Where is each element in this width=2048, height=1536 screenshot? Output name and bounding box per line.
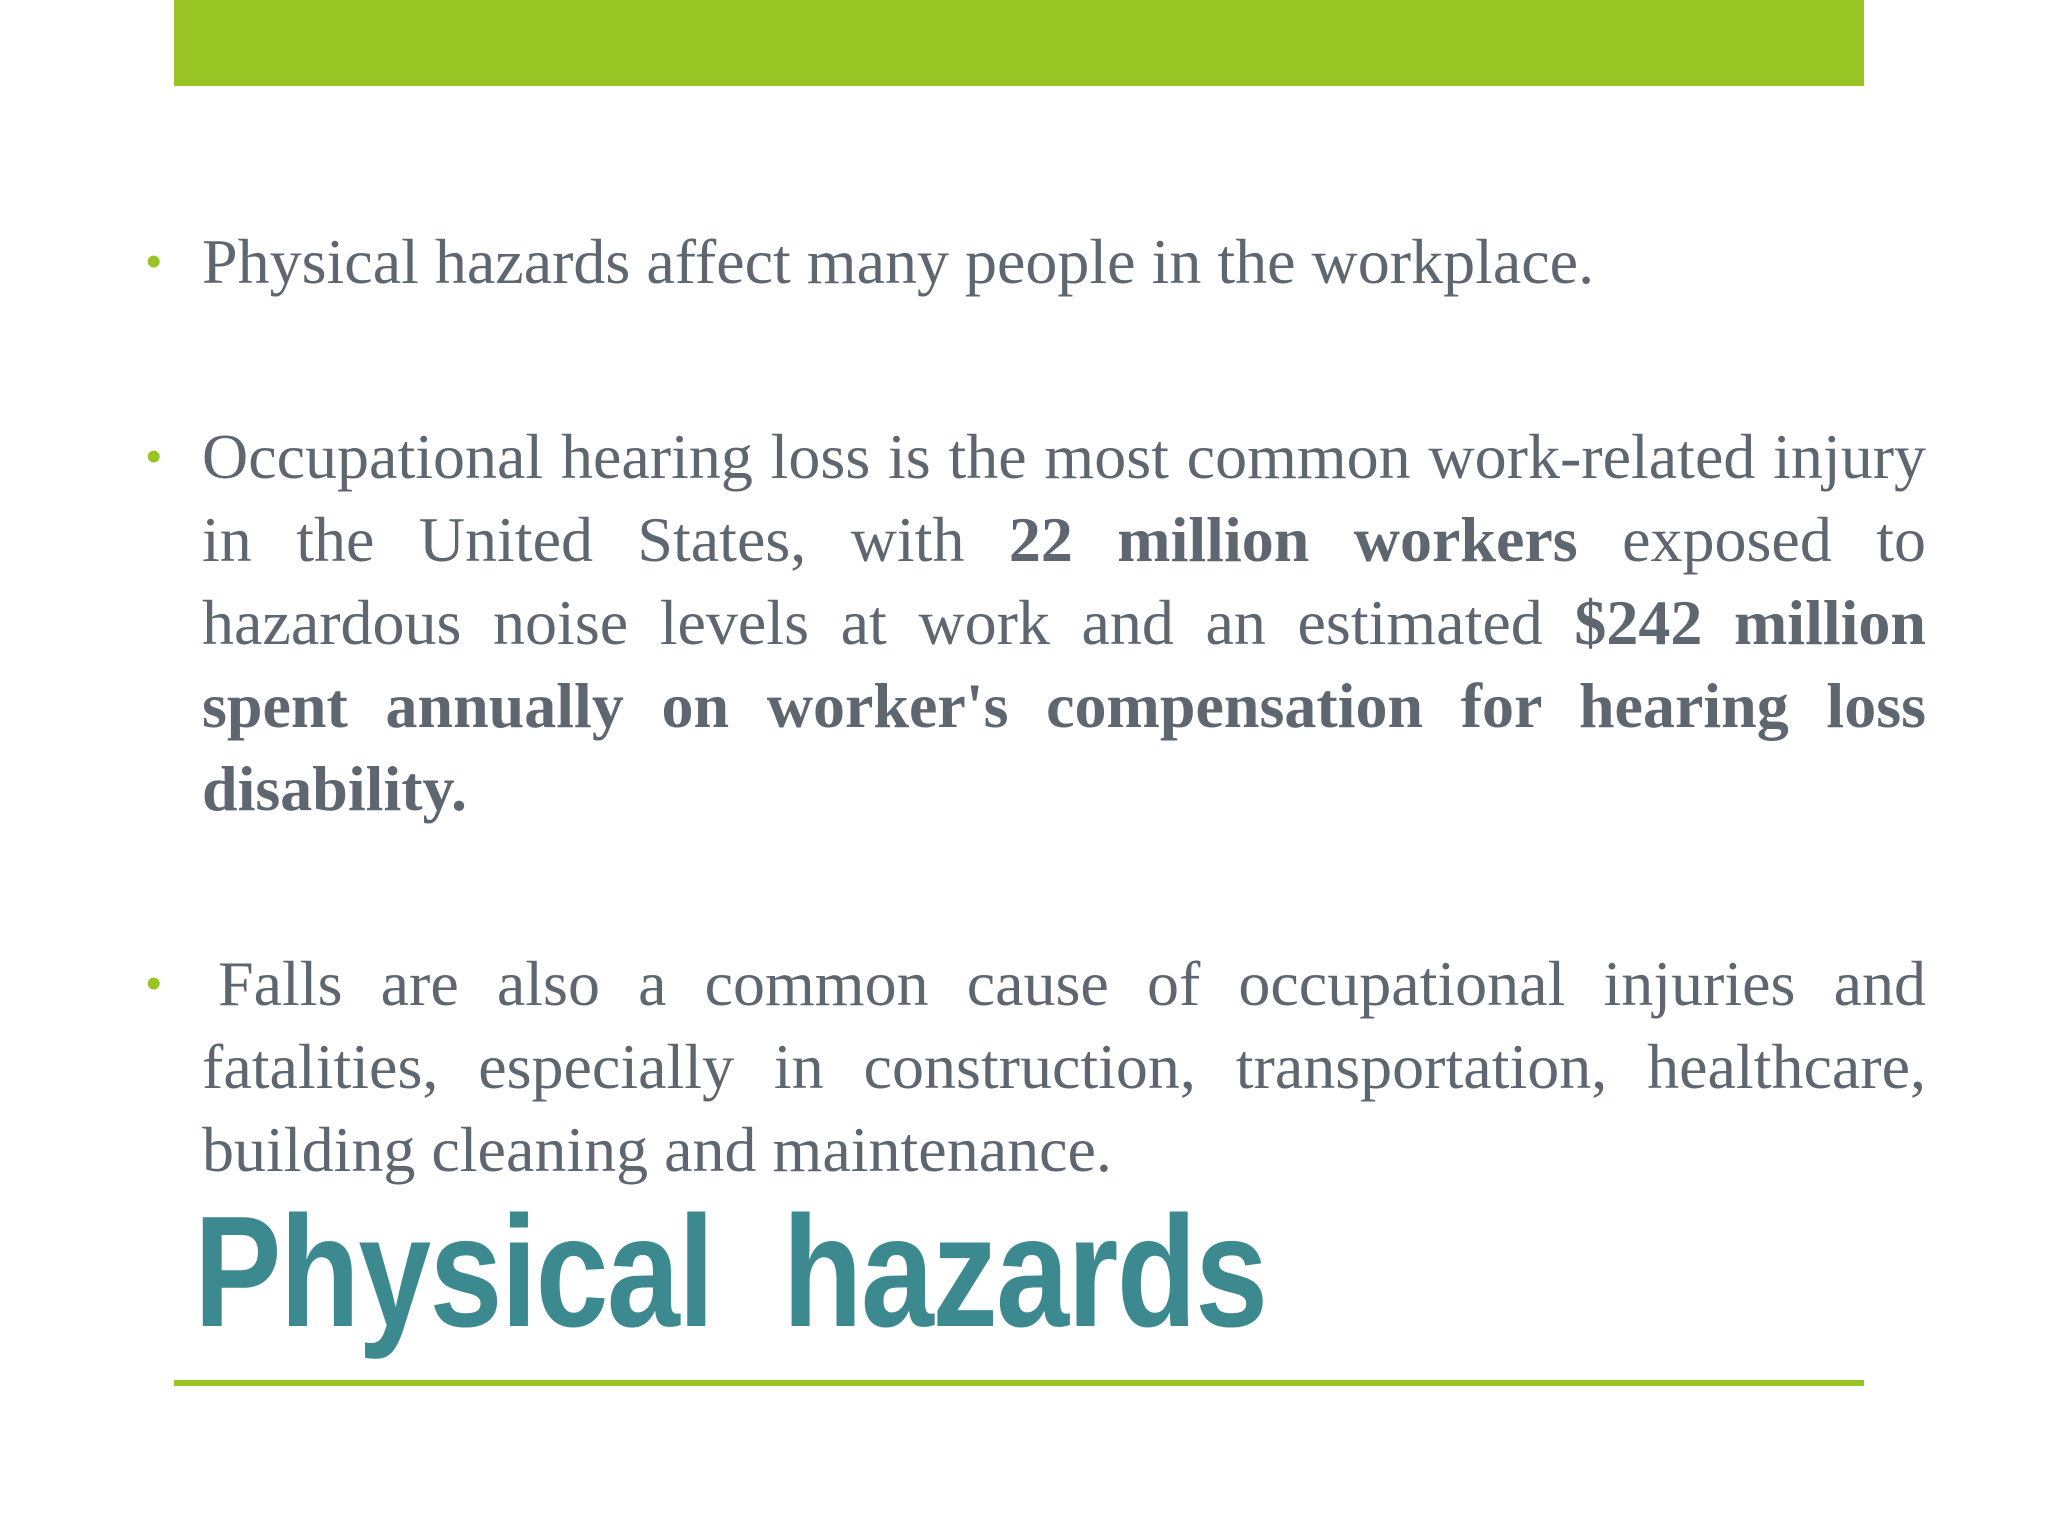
bullet-1-text: Physical hazards affect many people in the workplace. xyxy=(202,226,1595,297)
bullet-icon: • xyxy=(146,432,162,481)
bullet-item-2 xyxy=(140,415,1926,830)
bullet-2-text xyxy=(202,415,1926,830)
bullet-icon: • xyxy=(146,237,162,286)
bullet-icon: • xyxy=(146,959,162,1008)
bullet-3-text: Falls are also a common cause of occupational injuries and fatalities, especially in construction, transportation, healthcare, building cleaning and maintenance. xyxy=(202,948,1926,1185)
top-accent-bar xyxy=(174,0,1864,86)
title-underline xyxy=(174,1380,1864,1386)
bullet-list xyxy=(140,220,1926,1191)
bullet-item-1 xyxy=(140,220,1926,303)
bullet-item-3 xyxy=(140,942,1926,1191)
bullet-2-text-part-2: exposed to hazardous noise levels at work and an estimated xyxy=(202,504,1927,658)
bullet-2-highlight-workers: 22 million workers xyxy=(1008,504,1578,575)
bullet-2-highlight-compensation: $242 million spent annually on worker's compensation for hearing loss disability. xyxy=(202,587,1927,824)
slide-title: Physical hazards xyxy=(194,1184,1267,1360)
bullet-2-text-part-1: Occupational hearing loss is the most common work-related injury in the United States, with xyxy=(202,421,1926,575)
